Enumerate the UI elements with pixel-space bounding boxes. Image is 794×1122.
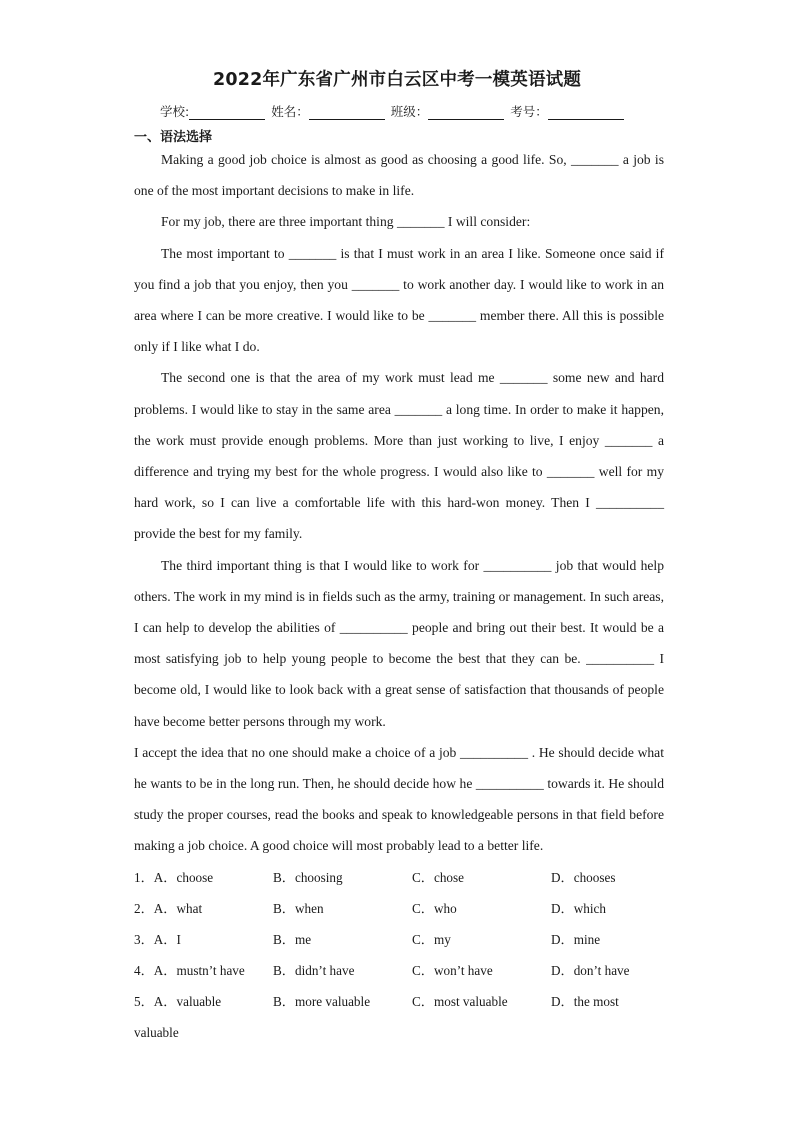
- section-heading: 一、语法选择: [134, 130, 213, 145]
- question-row-3: [134, 924, 674, 955]
- question-row-4: [134, 955, 674, 986]
- passage-paragraph-3: The most important to _______ is that I must work in an area I like. Someone once said if you find a job that you enjoy, then you _______ to work another day. I would like to work in an area where I can be more creative. I would like to be _______ member there. All this is possible only if I like what I do.: [134, 245, 664, 355]
- question-number: 4．: [134, 963, 154, 979]
- passage-paragraph-2: For my job, there are three important thing _______ I will consider:: [161, 214, 531, 230]
- question-choices: [134, 862, 674, 1049]
- question-number: 5．: [134, 994, 154, 1010]
- question-5-option-b[interactable]: B．more valuable: [273, 994, 371, 1010]
- question-4-option-d[interactable]: D．don’t have: [551, 963, 630, 979]
- name-label: 姓名：: [271, 104, 309, 119]
- question-row-5: [134, 986, 674, 1017]
- option-text: A．I: [153, 932, 181, 948]
- passage-paragraph-6: I accept the idea that no one should make a choice of a job __________ . He should decide what he wants to be in the long run. Then, he should decide how he __________ towards it. He should study the proper courses, read the books and speak to knowledgeable persons in that field before making a job choice. A good choice will most probably lead to a better life.: [134, 744, 664, 854]
- question-5-option-d[interactable]: D．the most: [551, 994, 619, 1010]
- question-4-option-c[interactable]: C．won’t have: [412, 963, 493, 979]
- question-4-option-b[interactable]: B．didn’t have: [273, 963, 355, 979]
- question-5-option-c[interactable]: C．most valuable: [412, 994, 508, 1010]
- question-1-option-b[interactable]: B．choosing: [273, 870, 343, 885]
- question-3-option-c[interactable]: C．my: [412, 932, 451, 948]
- question-number: 1．: [134, 870, 154, 885]
- question-1-option-c[interactable]: C．chose: [412, 870, 465, 885]
- question-1-option-d[interactable]: D．chooses: [551, 870, 616, 885]
- option-text: A．choose: [153, 870, 214, 885]
- exam-number-blank: [548, 106, 624, 120]
- passage-paragraph-1: Making a good job choice is almost as good as choosing a good life. So, _______ a job is one of the most important decisions to make in life.: [134, 152, 664, 199]
- class-label: 班级：: [390, 104, 429, 119]
- question-row-1: [134, 862, 674, 893]
- class-blank: [428, 106, 504, 120]
- question-2-option-a[interactable]: [134, 893, 273, 924]
- school-blank: [189, 106, 265, 120]
- question-3-option-b[interactable]: B．me: [273, 932, 312, 948]
- exam-title: 2022年广东省广州市白云区中考一模英语试题: [212, 70, 582, 90]
- question-1-option-a[interactable]: [134, 862, 273, 893]
- question-2-option-c[interactable]: C．who: [412, 901, 457, 917]
- option-text: A．what: [153, 901, 203, 917]
- option-text: A．valuable: [153, 994, 222, 1010]
- passage-paragraph-5: The third important thing is that I would like to work for __________ job that would help others. The work in my mind is in fields such as the army, training or management. In such areas, I can help to develop the abilities of __________ people and bring out their best. It would be a most satisfying job to help young people to become the best that they can be. __________ I become old, I would like to look back with a great sense of satisfaction that thousands of people have become better persons through my work.: [134, 557, 664, 729]
- question-5-option-a[interactable]: [134, 986, 273, 1017]
- question-5-option-d-continuation: valuable: [134, 1025, 179, 1041]
- question-3-option-a[interactable]: [134, 924, 273, 955]
- option-text: A．mustn’t have: [153, 963, 245, 979]
- passage-paragraph-4: The second one is that the area of my work must lead me _______ some new and hard problems. I would like to stay in the same area _______ a long time. In order to make it happen, the work must provide enough problems. More than just working to live, I enjoy _______ a difference and trying my best for the whole progress. I would also like to _______ well for my hard work, so I can live a comfortable life with this hard-won money. Then I __________ provide the best for my family.: [134, 370, 664, 542]
- reading-passage: [134, 144, 664, 862]
- question-2-option-d[interactable]: D．which: [551, 901, 606, 917]
- question-4-option-a[interactable]: [134, 955, 273, 986]
- school-label: 学校:: [160, 104, 190, 119]
- question-number: 2．: [134, 901, 154, 917]
- question-3-option-d[interactable]: D．mine: [551, 932, 601, 948]
- question-2-option-b[interactable]: B．when: [273, 901, 324, 917]
- name-blank: [309, 106, 385, 120]
- exam-number-label: 考号：: [510, 104, 548, 119]
- question-row-2: [134, 893, 674, 924]
- question-number: 3．: [134, 932, 154, 948]
- student-info-row: [160, 102, 626, 124]
